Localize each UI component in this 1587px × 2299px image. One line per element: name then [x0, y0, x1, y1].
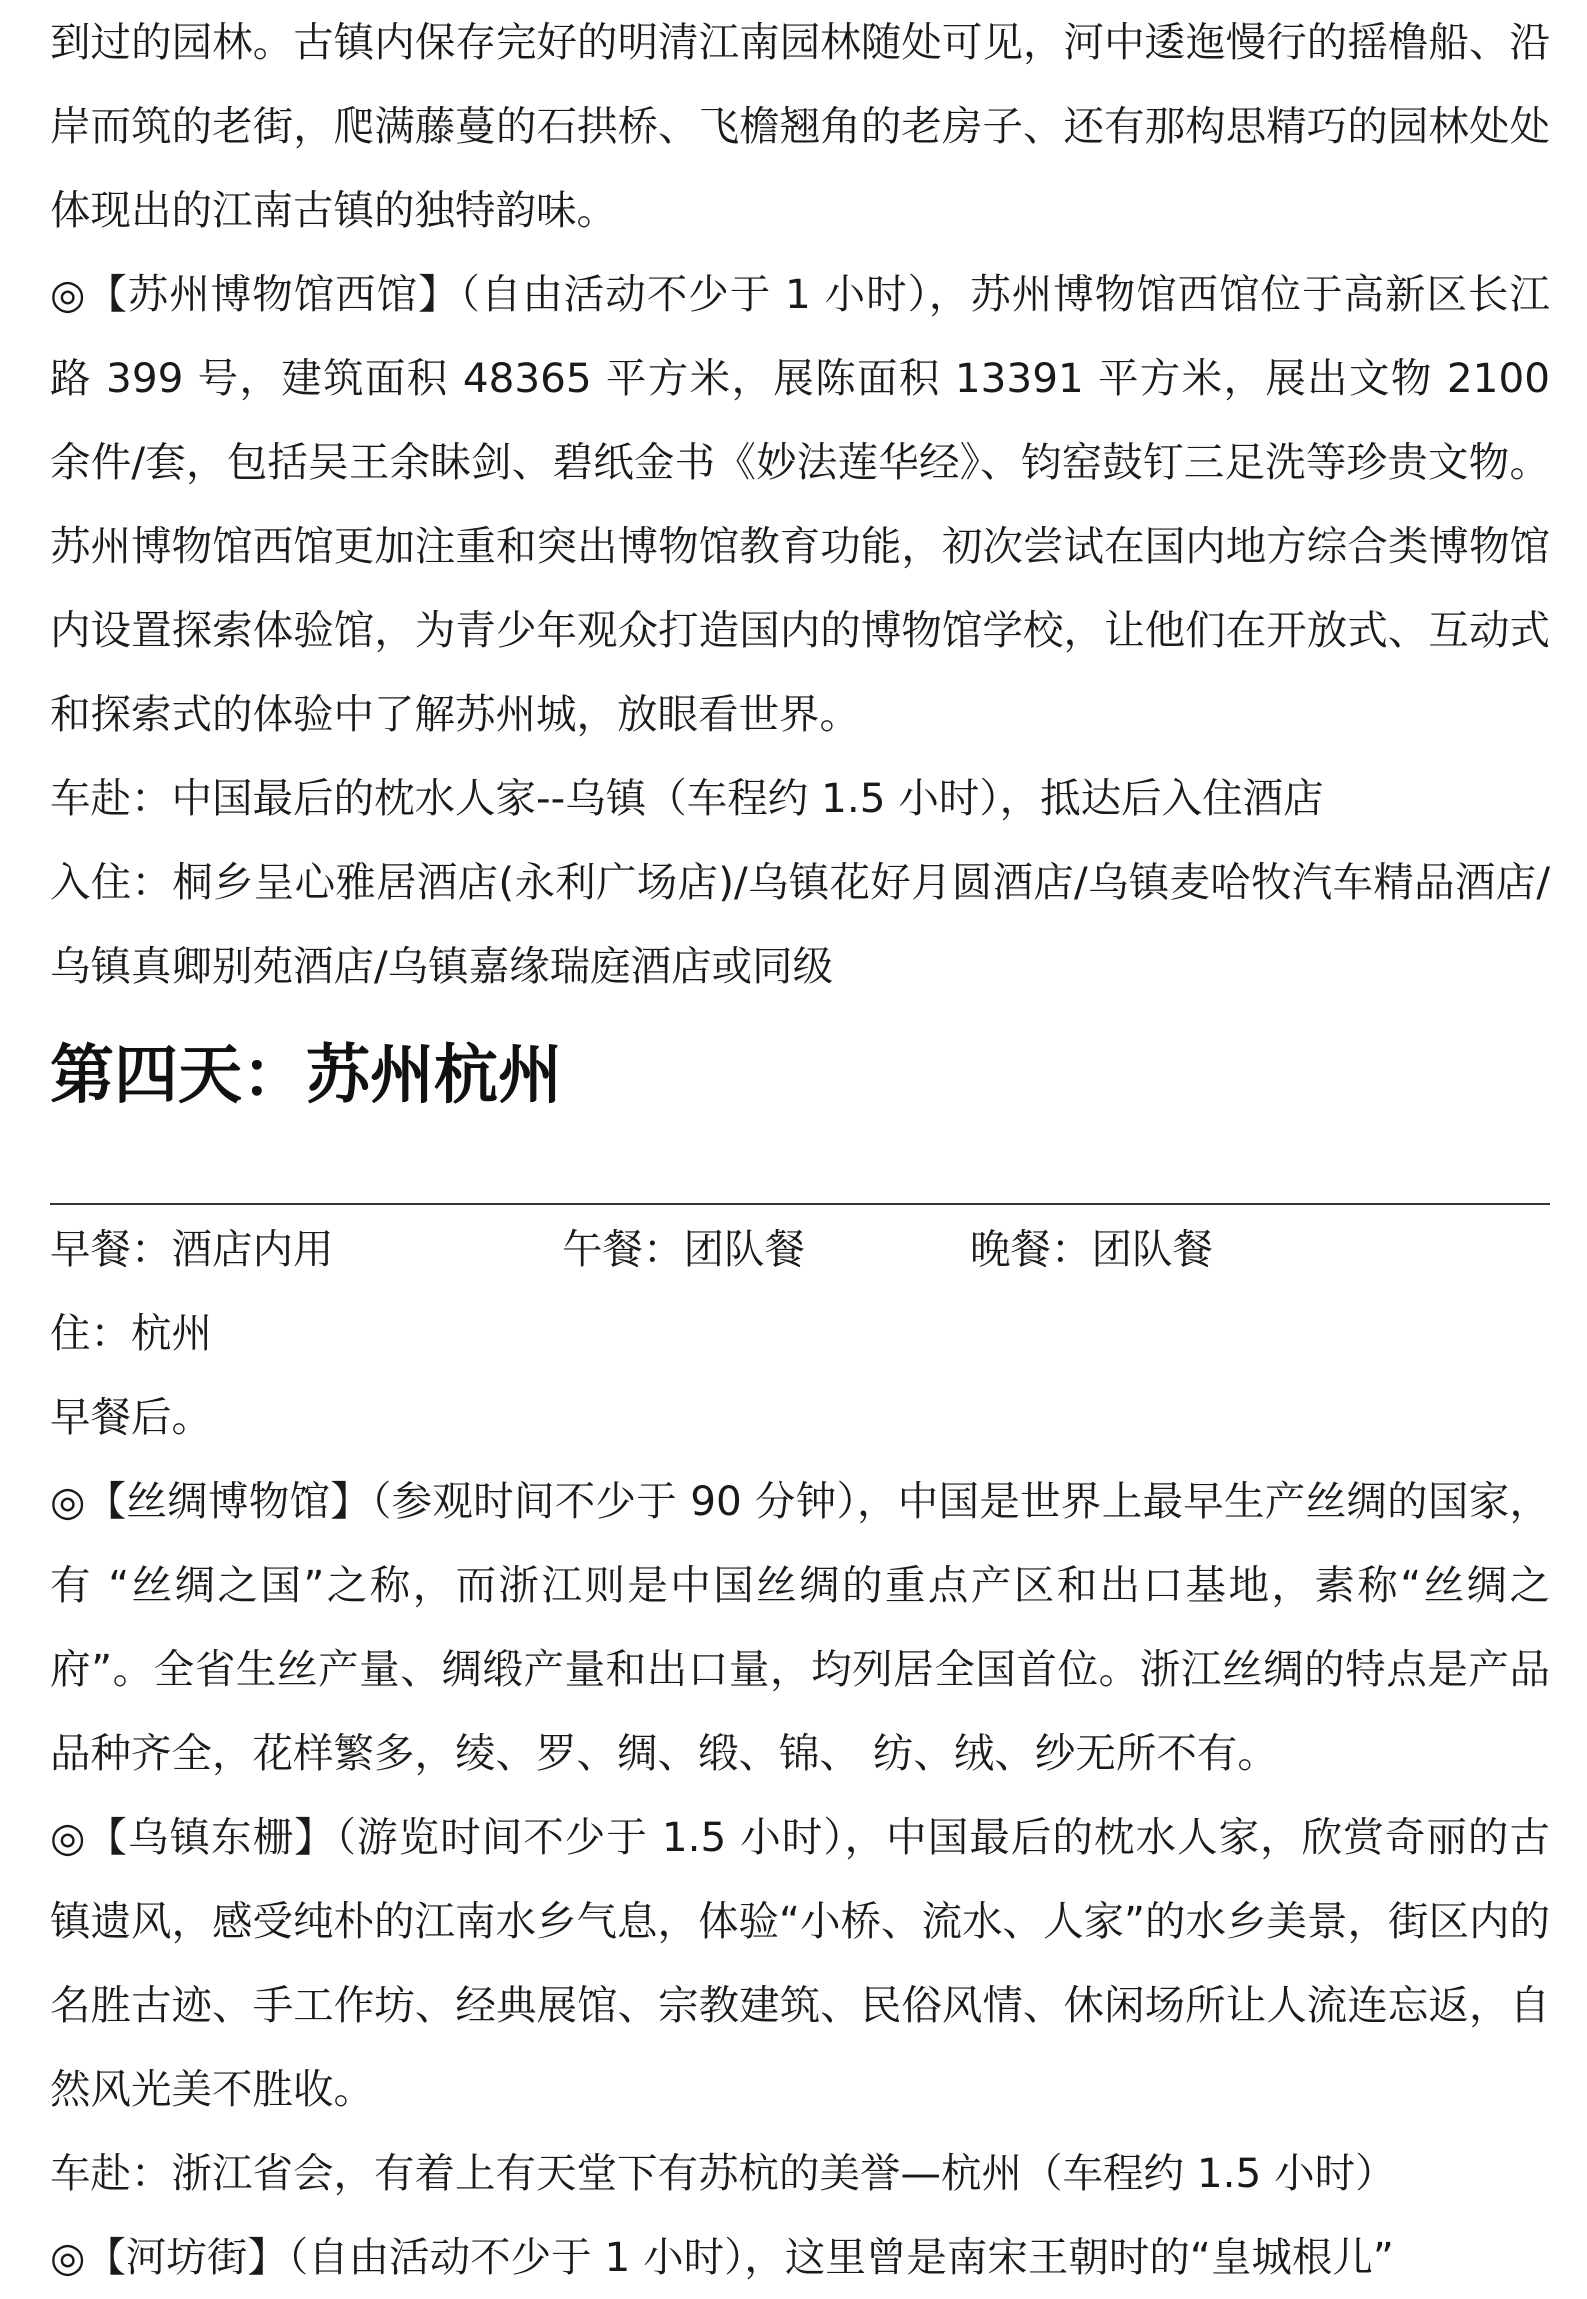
meals-row — [50, 1207, 1550, 1291]
transfer-wuzhen-line: 车赴：中国最后的枕水人家--乌镇（车程约 1.5 小时），抵达后入住酒店 — [50, 774, 1324, 822]
lunch-label: 午餐：团队餐 — [562, 1225, 805, 1273]
dinner-label: 晚餐：团队餐 — [970, 1225, 1213, 1273]
wuzhen-dongzha-paragraph: ◎【乌镇东栅】（游览时间不少于 1.5 小时），中国最后的枕水人家，欣赏奇丽的古镇遗风，感受纯朴的江南水乡气息，体验“小桥、流水、人家”的水乡美景，街区内的名胜古迹、手工作坊、经典展馆、宗教建筑、民俗风情、休闲场所让人流连忘返，自然风光美不胜收。 — [50, 1813, 1550, 2113]
hefang-street-line: ◎【河坊街】（自由活动不少于 1 小时），这里曾是南宋王朝时的“皇城根儿” — [50, 2233, 1394, 2281]
stay-line: 住：杭州 — [50, 1309, 212, 1357]
hotel-paragraph: 入住：桐乡呈心雅居酒店(永利广场店)/乌镇花好月圆酒店/乌镇麦哈牧汽车精品酒店/乌镇真卿别苑酒店/乌镇嘉缘瑞庭酒店或同级 — [50, 858, 1550, 990]
transfer-hangzhou-line: 车赴：浙江省会，有着上有天堂下有苏杭的美誉—杭州（车程约 1.5 小时） — [50, 2149, 1396, 2197]
document-page — [50, 0, 1550, 2299]
after-breakfast-line: 早餐后。 — [50, 1393, 212, 1441]
section-divider — [50, 1203, 1550, 1205]
breakfast-label: 早餐：酒店内用 — [50, 1225, 334, 1273]
suzhou-museum-west-paragraph: ◎【苏州博物馆西馆】（自由活动不少于 1 小时），苏州博物馆西馆位于高新区长江路 399 号，建筑面积 48365 平方米，展陈面积 13391 平方米，展出文物 2100 余件/套，包括吴王余眛剑、碧纸金书《妙法莲华经》、钧窑鼓钉三足洗等珍贵文物。苏州博物馆西馆更加注重和突出博物馆教育功能，初次尝试在国内地方综合类博物馆内设置探索体验馆，为青少年观众打造国内的博物馆学校，让他们在开放式、互动式和探索式的体验中了解苏州城，放眼看世界。 — [50, 270, 1550, 738]
intro-paragraph: 到过的园林。古镇内保存完好的明清江南园林随处可见，河中逶迤慢行的摇橹船、沿岸而筑的老街，爬满藤蔓的石拱桥、飞檐翘角的老房子、还有那构思精巧的园林处处体现出的江南古镇的独特韵味。 — [50, 18, 1550, 234]
day-four-heading: 第四天：苏州杭州 — [50, 1039, 562, 1113]
silk-museum-paragraph: ◎【丝绸博物馆】（参观时间不少于 90 分钟），中国是世界上最早生产丝绸的国家，有 “丝绸之国”之称，而浙江则是中国丝绸的重点产区和出口基地，素称“丝绸之府”。全省生丝产量、绸缎产量和出口量，均列居全国首位。浙江丝绸的特点是产品品种齐全，花样繁多，绫、罗、绸、缎、锦、 纺、绒、纱无所不有。 — [50, 1477, 1550, 1777]
